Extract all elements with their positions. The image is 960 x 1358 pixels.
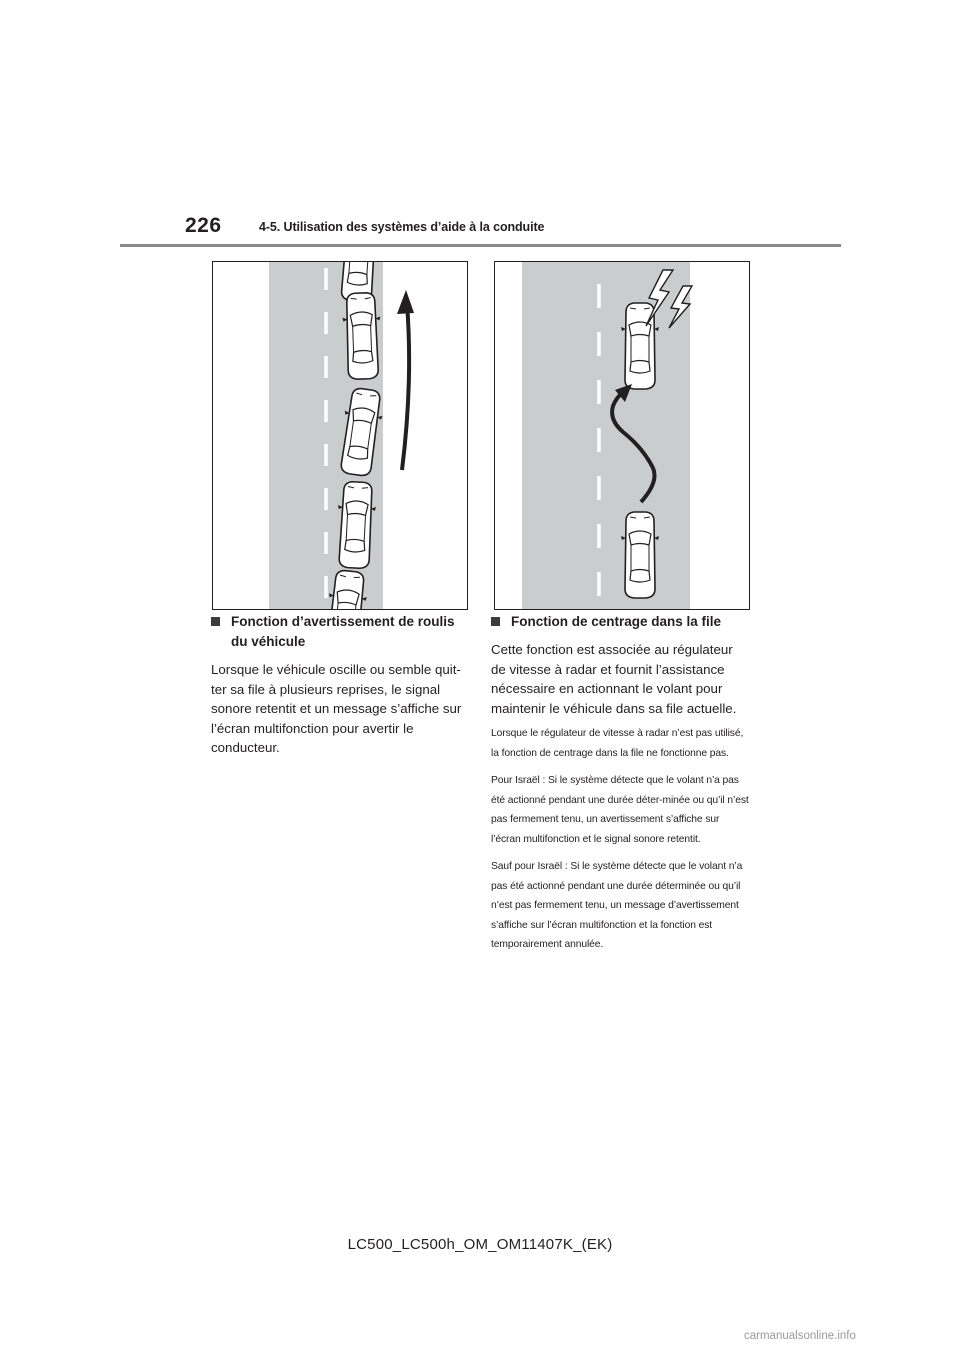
section-title: 4-5. Utilisation des systèmes d’aide à la conduite xyxy=(259,220,545,234)
radar-cruise-note: Lorsque le régulateur de vitesse à radar n’est pas utilisé, la fonction de centrage dans la file ne fonctionne pas. xyxy=(491,728,744,759)
lane-centering-heading-text: Fonction de centrage dans la file xyxy=(511,614,722,629)
header-divider xyxy=(120,244,841,247)
vehicle-sway-body: Lorsque le véhicule oscille ou semble quit-ter sa file à plusieurs reprises, le signal sonore retentit et un message s’affiche sur l’écran multifonction pour avertir le conducteur. xyxy=(211,662,462,755)
vehicle-sway-heading-text: Fonction d’avertissement de roulis du véhicule xyxy=(231,614,455,649)
square-bullet-icon xyxy=(491,617,500,626)
lane-centering-section xyxy=(491,612,751,955)
vehicle-sway-illustration xyxy=(212,261,468,610)
lane-centering-illustration xyxy=(494,261,750,610)
except-israel-note: Sauf pour Israël : Si le système détecte que le volant n’a pas été actionné pendant une durée déterminée ou qu’il n’est pas fermement tenu, un message d’avertissement s’affiche sur l’écran multifonction et la fonction est temporairement annulée. xyxy=(491,861,743,950)
watermark: carmanualsonline.info xyxy=(744,1330,856,1342)
israel-note: Pour Israël : Si le système détecte que le volant n’a pas été actionné pendant une durée déter-minée ou qu’il n’est pas fermement tenu, un avertissement s’affiche sur l’écran multifonction et le signal sonore retentit. xyxy=(491,775,749,845)
lane-centering-heading xyxy=(491,612,751,632)
lane-centering-body: Cette fonction est associée au régulateur de vitesse à radar et fournit l’assistance nécessaire en actionnant le volant pour maintenir le véhicule dans sa file actuelle. xyxy=(491,642,737,716)
vehicle-sway-section xyxy=(211,612,471,758)
page-number: 226 xyxy=(185,214,222,237)
square-bullet-icon xyxy=(211,617,220,626)
vehicle-sway-heading xyxy=(211,612,471,652)
manual-code: LC500_LC500h_OM_OM11407K_(EK) xyxy=(347,1236,613,1253)
